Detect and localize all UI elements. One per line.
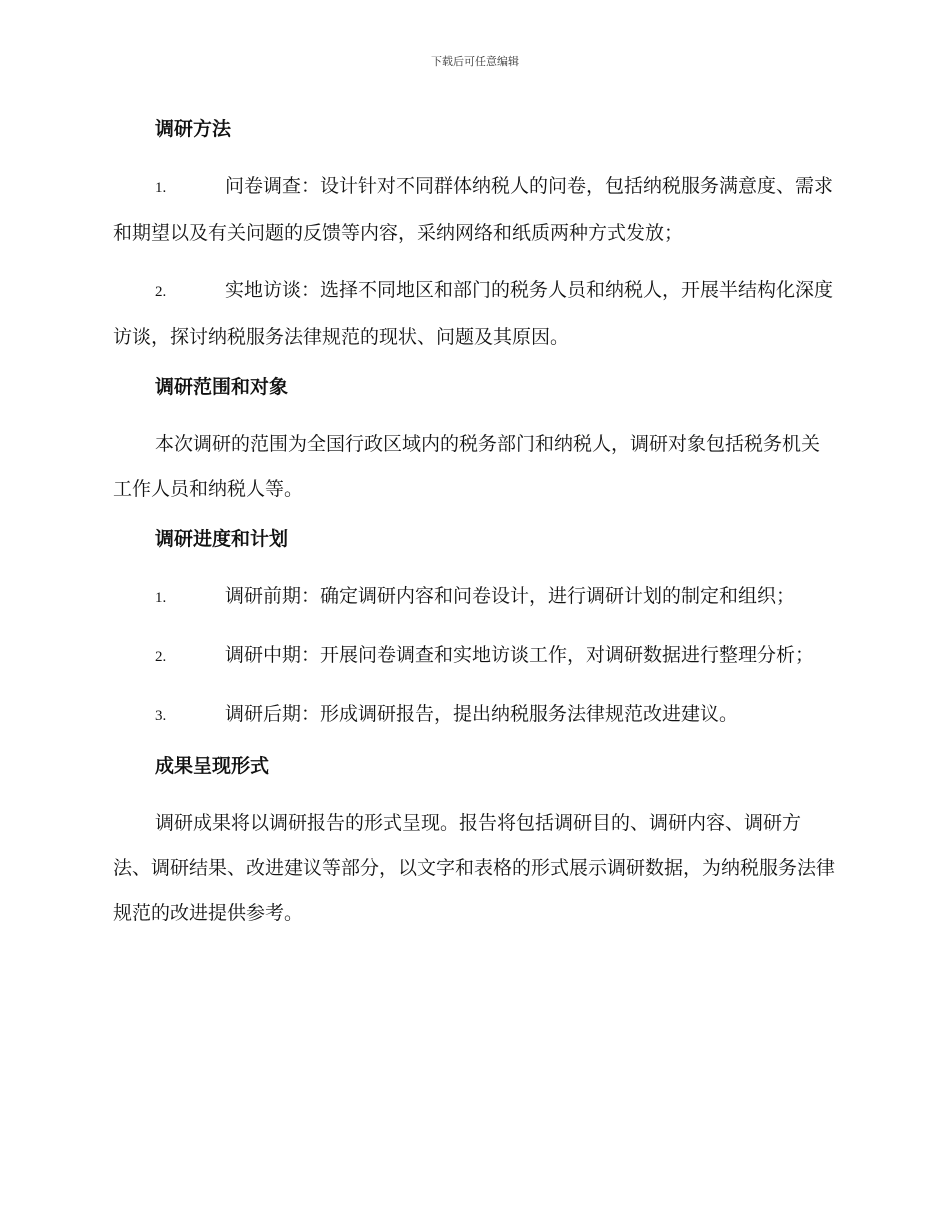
list-item-text: 调研后期：形成调研报告，提出纳税服务法律规范改进建议。 (225, 703, 739, 725)
section-paragraph: 本次调研的范围为全国行政区域内的税务部门和纳税人，调研对象包括税务机关工作人员和纳税人等。 (113, 433, 821, 500)
schedule-list (113, 574, 837, 739)
list-item-text: 问卷调查：设计针对不同群体纳税人的问卷，包括纳税服务满意度、需求和期望以及有关问题的反馈等内容，采纳网络和纸质两种方式发放； (113, 175, 834, 244)
list-item (113, 164, 837, 256)
section-heading: 调研范围和对象 (155, 376, 289, 398)
section-heading: 成果呈现形式 (155, 755, 270, 777)
page-header: 下载后可任意编辑 (431, 55, 519, 68)
list-item-text: 实地访谈：选择不同地区和部门的税务人员和纳税人，开展半结构化深度访谈，探讨纳税服务法律规范的现状、问题及其原因。 (113, 279, 834, 348)
section-heading: 调研进度和计划 (155, 528, 289, 550)
section-scope (113, 372, 837, 512)
list-item-number: 3. (155, 708, 167, 724)
section-heading: 调研方法 (155, 118, 232, 140)
document-body (113, 114, 837, 948)
section-paragraph: 调研成果将以调研报告的形式呈现。报告将包括调研目的、调研内容、调研方法、调研结果、改进建议等部分，以文字和表格的形式展示调研数据，为纳税服务法律规范的改进提供参考。 (113, 812, 836, 924)
methods-list (113, 164, 837, 360)
section-schedule (113, 524, 837, 739)
list-item (113, 268, 837, 360)
list-item (113, 692, 837, 739)
list-item-text: 调研前期：确定调研内容和问卷设计，进行调研计划的制定和组织； (225, 585, 796, 607)
section-deliverables (113, 751, 837, 936)
list-item-text: 调研中期：开展问卷调查和实地访谈工作，对调研数据进行整理分析； (225, 644, 815, 666)
list-item-number: 2. (155, 649, 167, 665)
list-item-number: 1. (155, 590, 167, 606)
list-item (113, 574, 837, 621)
list-item (113, 633, 837, 680)
section-methods (113, 114, 837, 360)
list-item-number: 1. (155, 180, 167, 196)
list-item-number: 2. (155, 284, 167, 300)
